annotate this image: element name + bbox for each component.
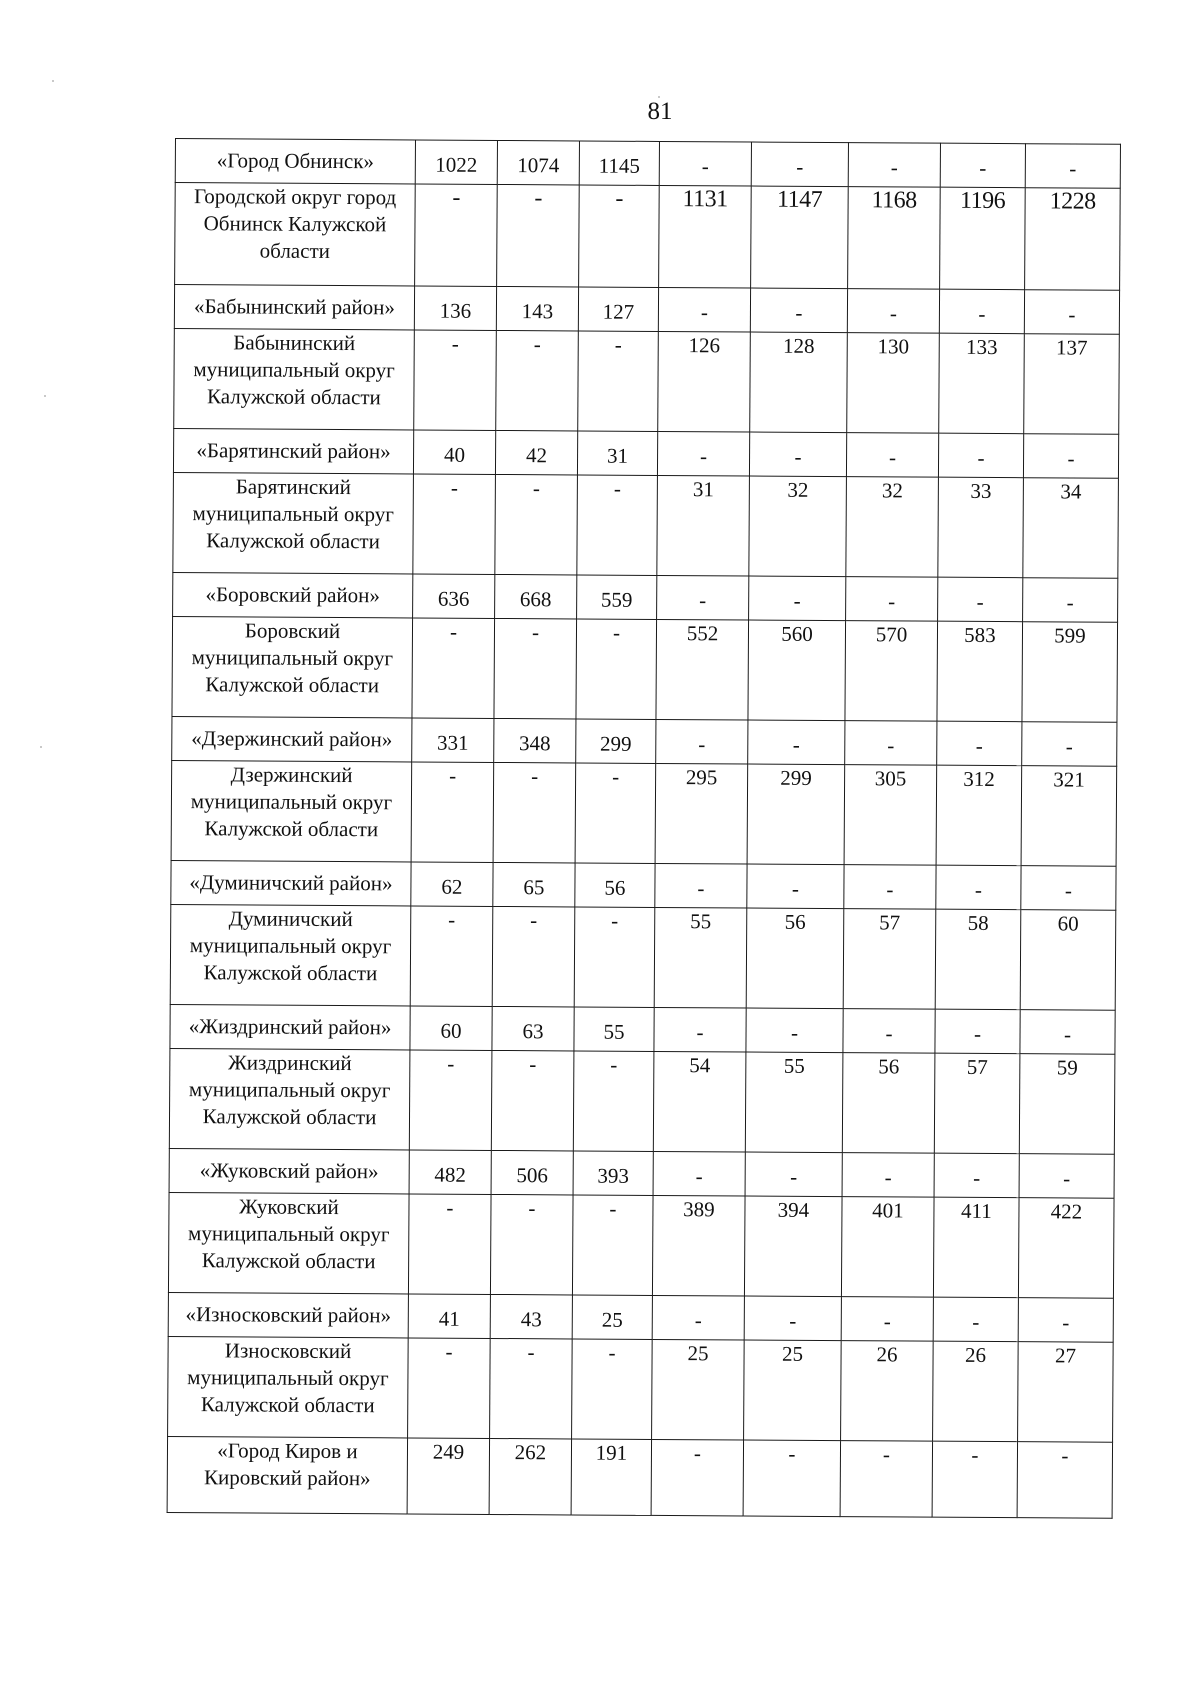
value-cell: - — [844, 865, 936, 910]
value-cell: - — [412, 618, 495, 718]
value-cell: 295 — [655, 763, 748, 864]
value-cell: - — [749, 432, 846, 477]
table-row — [175, 183, 1121, 291]
table-row — [170, 1004, 1115, 1054]
value-cell: 668 — [495, 574, 577, 619]
row-name-cell: Износковский муниципальный округ Калужской области — [168, 1336, 409, 1437]
value-cell: - — [494, 618, 577, 718]
row-name-cell: Жуковский муниципальный округ Калужской области — [168, 1192, 409, 1293]
value-cell: - — [744, 1296, 841, 1341]
page-number: 81 — [647, 98, 673, 125]
value-cell: - — [493, 762, 576, 862]
value-cell: 389 — [652, 1195, 745, 1296]
value-cell: 143 — [496, 286, 578, 331]
value-cell: - — [748, 720, 845, 765]
value-cell: 305 — [844, 765, 937, 866]
value-cell: 1228 — [1025, 188, 1121, 291]
value-cell: 57 — [934, 1053, 1020, 1154]
value-cell: 299 — [747, 764, 845, 865]
value-cell: - — [415, 184, 498, 286]
value-cell: 262 — [489, 1438, 571, 1514]
value-cell: - — [847, 289, 939, 334]
value-cell: 559 — [577, 575, 657, 619]
value-cell: - — [578, 331, 659, 431]
value-cell: 130 — [847, 333, 940, 434]
value-cell: 552 — [656, 619, 749, 720]
value-cell: - — [409, 1050, 492, 1150]
row-name-cell: «Бабынинский район» — [174, 285, 414, 330]
table-row — [173, 472, 1119, 578]
value-cell: 331 — [412, 718, 494, 763]
value-cell: 55 — [654, 907, 747, 1008]
row-name-cell: «Барятинский район» — [173, 428, 413, 473]
value-cell: - — [413, 474, 496, 574]
value-cell: 299 — [576, 719, 656, 763]
value-cell: 57 — [843, 909, 936, 1010]
value-cell: 32 — [749, 476, 847, 577]
value-cell: - — [845, 721, 937, 766]
value-cell: 56 — [746, 908, 844, 1009]
value-cell: 128 — [750, 332, 848, 433]
table-row — [172, 616, 1118, 722]
value-cell: 60 — [1020, 910, 1116, 1011]
value-cell: - — [652, 1295, 744, 1340]
value-cell: 136 — [414, 286, 496, 331]
table-row — [168, 1192, 1114, 1298]
value-cell: 422 — [1018, 1198, 1114, 1299]
scan-speck — [52, 80, 54, 82]
value-cell: - — [746, 1008, 843, 1053]
value-cell: 56 — [842, 1053, 935, 1154]
row-name-cell: Барятинский муниципальный округ Калужской области — [173, 472, 414, 573]
value-cell: 482 — [409, 1150, 491, 1195]
value-cell: - — [1017, 1442, 1112, 1519]
value-cell: - — [936, 865, 1021, 910]
value-cell: - — [1022, 722, 1117, 767]
value-cell: - — [841, 1297, 933, 1342]
value-cell: - — [408, 1194, 491, 1294]
value-cell: - — [654, 1007, 746, 1052]
value-cell: 137 — [1024, 334, 1120, 435]
row-name-cell: Городской округ город Обнинск Калужской области — [175, 183, 416, 286]
value-cell: 63 — [492, 1006, 574, 1051]
value-cell: - — [657, 575, 749, 620]
value-cell: - — [492, 906, 575, 1006]
value-cell: 42 — [495, 430, 577, 475]
value-cell: - — [653, 1151, 745, 1196]
value-cell: 58 — [935, 909, 1021, 1010]
value-cell: - — [574, 907, 655, 1007]
value-cell: 249 — [407, 1438, 489, 1514]
value-cell: 348 — [494, 718, 576, 763]
value-cell: 127 — [578, 287, 658, 331]
value-cell: 31 — [577, 431, 657, 475]
value-cell: - — [572, 1339, 653, 1439]
value-cell: - — [939, 289, 1024, 334]
scan-speck — [44, 395, 46, 397]
value-cell: - — [846, 433, 938, 478]
value-cell: - — [933, 1297, 1018, 1342]
value-cell: - — [497, 184, 580, 286]
value-cell: - — [491, 1050, 574, 1150]
value-cell: - — [750, 288, 847, 333]
data-table — [167, 138, 1121, 1519]
value-cell: - — [848, 143, 940, 188]
value-cell: 401 — [841, 1197, 934, 1298]
value-cell: - — [576, 619, 657, 719]
value-cell: - — [1019, 1154, 1114, 1199]
row-name-cell: Дзержинский муниципальный округ Калужской области — [171, 760, 412, 861]
value-cell: - — [659, 141, 751, 186]
value-cell: 1022 — [415, 140, 497, 185]
value-cell: - — [846, 577, 938, 622]
value-cell: - — [842, 1153, 934, 1198]
value-cell: 393 — [573, 1151, 653, 1195]
value-cell: - — [651, 1439, 743, 1516]
value-cell: - — [410, 906, 493, 1006]
value-cell: 506 — [491, 1150, 573, 1195]
value-cell: - — [937, 721, 1022, 766]
value-cell: 34 — [1023, 478, 1119, 579]
document-page — [167, 138, 1120, 1519]
value-cell: - — [745, 1152, 842, 1197]
value-cell: - — [1023, 578, 1118, 623]
value-cell: - — [414, 330, 497, 430]
value-cell: - — [843, 1009, 935, 1054]
row-name-cell: «Износковский район» — [168, 1292, 408, 1337]
table-row — [171, 860, 1116, 910]
row-name-cell: «Думиничский район» — [171, 860, 411, 905]
row-name-cell: «Дзержинский район» — [172, 716, 412, 761]
value-cell: 60 — [410, 1006, 492, 1051]
value-cell: 599 — [1022, 622, 1118, 723]
value-cell: - — [1023, 434, 1118, 479]
value-cell: 40 — [413, 430, 495, 475]
scan-speck — [40, 746, 42, 748]
scan-speck — [658, 96, 660, 98]
table-body — [167, 139, 1120, 1519]
value-cell: 55 — [574, 1007, 654, 1051]
value-cell: 321 — [1021, 766, 1117, 867]
value-cell: 126 — [658, 331, 751, 432]
value-cell: 55 — [745, 1052, 843, 1153]
value-cell: 27 — [1018, 1342, 1114, 1443]
value-cell: - — [934, 1153, 1019, 1198]
value-cell: 1196 — [940, 187, 1026, 290]
row-name-cell: «Город Обнинск» — [175, 139, 415, 184]
value-cell: - — [572, 1195, 653, 1295]
value-cell: - — [411, 762, 494, 862]
value-cell: 411 — [933, 1197, 1019, 1298]
value-cell: - — [1018, 1298, 1113, 1343]
value-cell: 1131 — [659, 185, 752, 288]
value-cell: 65 — [493, 862, 575, 907]
value-cell: - — [749, 576, 846, 621]
table-row — [173, 428, 1118, 478]
table-row — [174, 285, 1119, 335]
value-cell: - — [577, 475, 658, 575]
table-row — [173, 572, 1118, 622]
value-cell: - — [490, 1338, 573, 1438]
value-cell: - — [940, 143, 1025, 188]
table-row — [170, 904, 1116, 1010]
row-name-cell: Думиничский муниципальный округ Калужской области — [170, 904, 411, 1005]
table-row — [174, 328, 1120, 434]
row-name-cell: «Жиздринский район» — [170, 1004, 410, 1049]
value-cell: - — [743, 1440, 840, 1517]
table-row — [169, 1148, 1114, 1198]
value-cell: 31 — [657, 475, 750, 576]
row-name-cell: «Город Киров и Кировский район» — [167, 1436, 407, 1513]
value-cell: 191 — [571, 1439, 651, 1515]
value-cell: 1147 — [751, 186, 849, 289]
value-cell: 570 — [845, 621, 938, 722]
value-cell: - — [1020, 1010, 1115, 1055]
value-cell: - — [751, 142, 848, 187]
row-name-cell: «Жуковский район» — [169, 1148, 409, 1193]
value-cell: 394 — [744, 1196, 842, 1297]
value-cell: 56 — [575, 863, 655, 907]
table-row — [175, 139, 1120, 189]
value-cell: - — [1025, 144, 1120, 189]
row-name-cell: Боровский муниципальный округ Калужской области — [172, 616, 413, 717]
row-name-cell: Жиздринский муниципальный округ Калужской области — [169, 1048, 410, 1149]
table-row — [169, 1048, 1115, 1154]
value-cell: - — [575, 763, 656, 863]
value-cell: - — [935, 1009, 1020, 1054]
value-cell: 54 — [653, 1051, 746, 1152]
row-name-cell: «Боровский район» — [173, 572, 413, 617]
value-cell: 33 — [938, 477, 1024, 578]
table-row — [168, 1336, 1114, 1442]
value-cell: 43 — [490, 1294, 572, 1339]
value-cell: 59 — [1019, 1054, 1115, 1155]
table-row — [167, 1436, 1112, 1518]
value-cell: 32 — [846, 477, 939, 578]
value-cell: - — [655, 863, 747, 908]
value-cell: 25 — [572, 1295, 652, 1339]
value-cell: - — [573, 1051, 654, 1151]
value-cell: - — [1024, 290, 1119, 335]
value-cell: 26 — [841, 1341, 934, 1442]
value-cell: 41 — [408, 1294, 490, 1339]
table-row — [168, 1292, 1113, 1342]
row-name-cell: Бабынинский муниципальный округ Калужской области — [174, 328, 415, 429]
value-cell: - — [656, 719, 748, 764]
value-cell: - — [938, 433, 1023, 478]
table-row — [172, 716, 1117, 766]
value-cell: 25 — [744, 1340, 842, 1441]
value-cell: - — [496, 330, 579, 430]
value-cell: 25 — [652, 1339, 745, 1440]
value-cell: - — [840, 1441, 932, 1518]
value-cell: - — [657, 431, 749, 476]
value-cell: 583 — [937, 621, 1023, 722]
value-cell: - — [495, 474, 578, 574]
value-cell: - — [658, 287, 750, 332]
value-cell: - — [747, 864, 844, 909]
value-cell: - — [408, 1338, 491, 1438]
value-cell: - — [490, 1194, 573, 1294]
value-cell: 1074 — [497, 140, 579, 185]
value-cell: - — [938, 577, 1023, 622]
value-cell: 636 — [413, 574, 495, 619]
value-cell: 1168 — [848, 187, 941, 290]
value-cell: 133 — [939, 333, 1025, 434]
value-cell: - — [1021, 866, 1116, 911]
table-row — [171, 760, 1117, 866]
value-cell: 312 — [936, 765, 1022, 866]
value-cell: - — [579, 185, 660, 287]
value-cell: 26 — [933, 1341, 1019, 1442]
value-cell: 1145 — [579, 141, 659, 185]
value-cell: 62 — [411, 862, 493, 907]
value-cell: - — [932, 1441, 1017, 1518]
value-cell: 560 — [748, 620, 846, 721]
